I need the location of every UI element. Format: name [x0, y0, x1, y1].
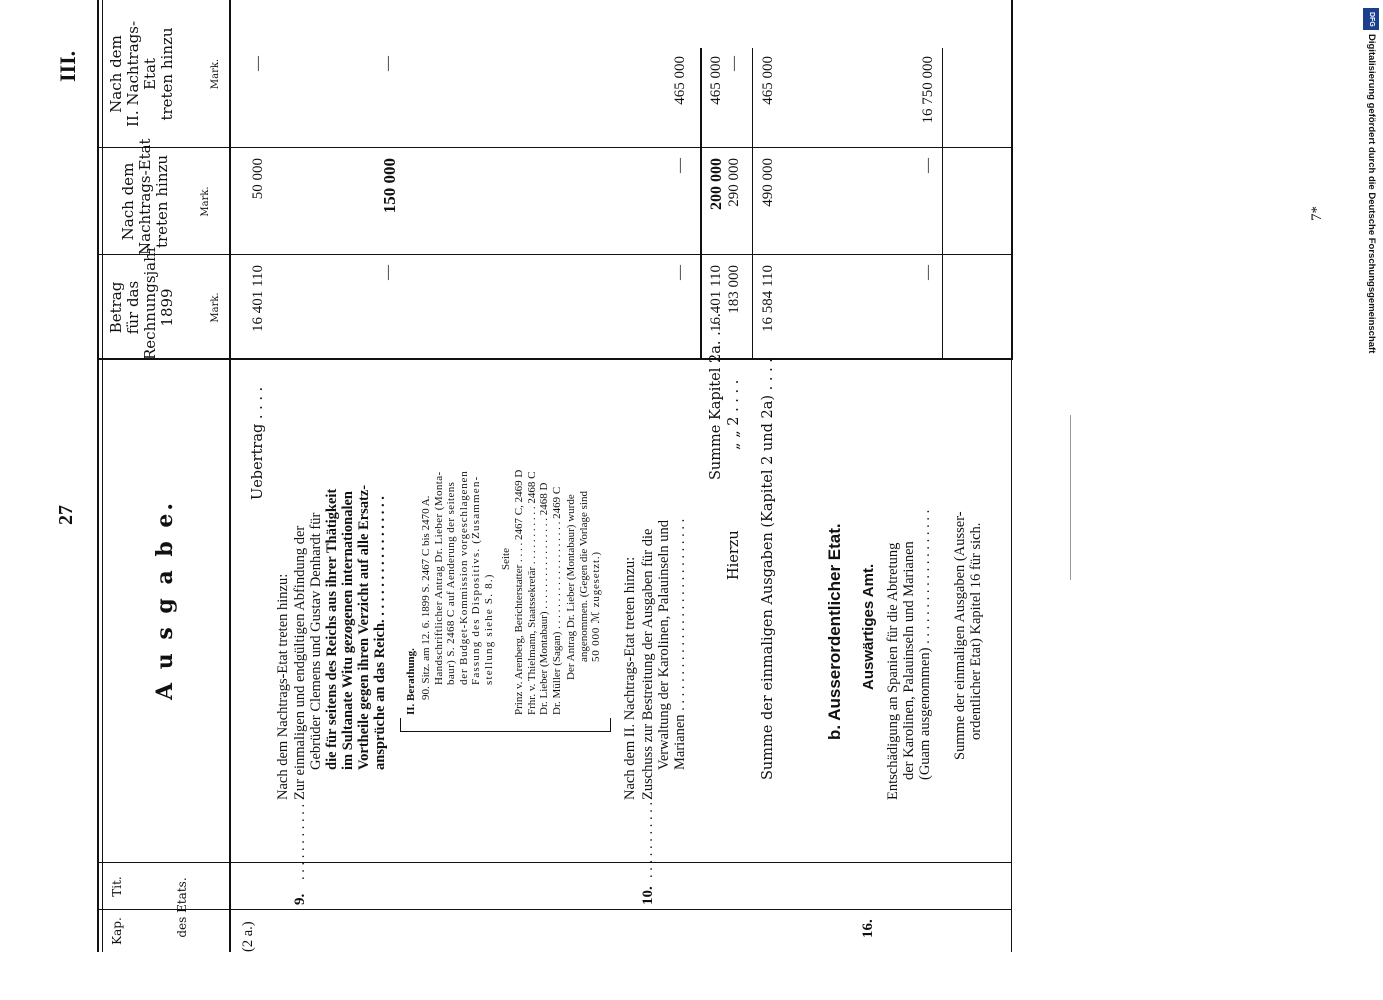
speaker-row: Frhr. v. Thielmann, Staatssekretär . . . . . . . . . . . 2468 C — [525, 471, 538, 715]
col-sep-nachtrag — [97, 147, 1013, 148]
hierzu-nachtrag2: — — [726, 56, 742, 71]
entschaedigung-nachtrag: — — [920, 158, 936, 173]
hierzu-label: Hierzu — [726, 530, 742, 580]
hierzu-nachtrag: 290 000 — [726, 158, 742, 207]
col-sep-betrag — [97, 254, 1013, 255]
tit-9: 9. — [292, 893, 308, 905]
tit9-dots: . . . . . . . . . . . . — [292, 796, 308, 880]
tit9-nachtrag2: — — [380, 56, 396, 71]
hierzu-betrag: 183 000 — [726, 265, 742, 314]
speaker-list — [513, 470, 563, 715]
hdr-betrag: Betrag für das Rechnungsjahr 1899 — [107, 245, 176, 360]
speaker-row: Dr. Lieber (Montabaur) . . . . . . . . . . . . . . . . . 2468 D — [538, 482, 550, 715]
section-mark: III. — [55, 50, 80, 82]
subtotal-rule — [700, 48, 702, 360]
kap-2a: (2 a.) — [240, 921, 256, 952]
hdr-tit: Tit. — [110, 876, 124, 897]
dfg-logo: DFG — [1363, 8, 1379, 30]
entschaedigung-betrag: — — [920, 265, 936, 280]
summe-ausser-text: Summe der einmaligen Ausgaben (Ausser- ordentlicher Etat) Kapitel 16 für sich. — [952, 511, 984, 760]
hdr-nachtrag: Nach dem Nachtrags-Etat treten hinzu — [119, 138, 171, 255]
auswaertiges-heading: Auswärtiges Amt. — [860, 563, 877, 690]
hdr-nachtrag2: Nach dem II. Nachtrags- Etat treten hinzu — [107, 20, 176, 128]
uebertrag-label: Uebertrag . . . . — [250, 386, 266, 500]
ausserordentlich-heading: b. Ausserordentlicher Etat. — [825, 523, 844, 740]
tit10-betrag: — — [672, 265, 688, 280]
summe-kap2a-label: Summe Kapitel 2a. . . . — [708, 312, 724, 480]
digitization-text: Digitalisierung gefördert durch die Deutsche Forschungsgemeinschaft — [1366, 34, 1377, 354]
entschaedigung-text: Entschädigung an Spanien für die Abtretung der Karolinen, Palauinseln und Marianen (Guam ausgenommen) . . . . . . . . . . . . . . . . . . . — [885, 509, 933, 800]
uebertrag-nachtrag: 50 000 — [250, 158, 266, 200]
speaker-row: Dr. Müller (Sagan) . . . . . . . . . . . . . . . . . . . . 2469 C — [550, 486, 563, 715]
tit10-dots: . . . . . . . . . . . — [640, 801, 656, 878]
summe-kap2a-betrag: 16 401 110 — [708, 265, 724, 332]
summe-einmalig-betrag: 16 584 110 — [760, 265, 776, 332]
summe-einmalig-label: Summe der einmaligen Ausgaben (Kapitel 2 und 2a) . . . . — [760, 358, 776, 780]
tit9-betrag: — — [380, 265, 396, 280]
tit9-text: Zur einmaligen und endgültigen Abfindung der Gebrüder Clemens und Gustav Denhardt für die für seitens des Reichs aus ihrer Thätigkeit im Sultanate Witu gezogenen internationalen Vortheile gegen ihren Verzicht auf alle Ersatz- ansprüche an das Reich. . . . . . . . . . . . . . . . . . — [292, 484, 388, 800]
tit10-nachtrag2: 465 000 — [672, 56, 688, 105]
entschaedigung-nachtrag2: 16 750 000 — [920, 56, 936, 124]
col-sep-tit — [97, 862, 1011, 863]
tit9-nachtrag: 150 000 — [380, 158, 399, 214]
table-top-rule — [97, 0, 99, 952]
unit-betrag: Mark. — [210, 292, 221, 323]
summe-kap2a-nachtrag: 200 000 — [708, 158, 725, 210]
hdr-des-etats: des Etats. — [175, 877, 189, 938]
tit10-text: Zuschuss zur Bestreitung der Ausgaben für die Verwaltung der Karolinen, Palauinseln und Marianen . . . . . . . . . . . . . . . . . . . . . . . . . . . — [640, 518, 688, 800]
footer-mark: 7* — [1309, 206, 1325, 221]
unit-nachtrag: Mark. — [200, 186, 211, 217]
beratung-seite: Seite — [500, 548, 512, 570]
summe-kap2a-nachtrag2: 465 000 — [708, 56, 724, 105]
summe-einmalig-nachtrag: 490 000 — [760, 158, 776, 207]
kap-16: 16. — [860, 919, 876, 938]
summe-einmalig-nachtrag2: 465 000 — [760, 56, 776, 105]
hdr-main-title: A u s g a b e. — [152, 499, 178, 700]
header-bottom-rule — [229, 0, 231, 952]
tit10-nachtrag: — — [672, 158, 688, 173]
col-sep-kap — [97, 909, 1011, 910]
hierzu-rest: „ „ 2 . . . . — [726, 379, 742, 450]
tit-10: 10. — [640, 886, 656, 905]
beratung-text: 90. Sitz. am 12. 6. 1899 S. 2467 C bis 2470 A. Handschriftlicher Antrag Dr. Lieber (Monta- baur) S. 2468 C auf Aenderung der seitens der Budget-Kommission vorgeschlagenen Fassung des Dispositivs. (Zusammen- stellung siehe S. 8.) — [420, 470, 495, 700]
beratung-title: II. Berathung. — [405, 648, 417, 715]
uebertrag-nachtrag2: — — [250, 56, 266, 71]
intro-nachtrag2: Nach dem II. Nachtrags-Etat treten hinzu: — [622, 556, 638, 800]
col-sep-text — [97, 358, 1013, 360]
unit-nachtrag2: Mark. — [210, 58, 221, 90]
speaker-row: Prinz v. Arenberg, Berichterstatter . . . . 2467 C, 2469 D — [513, 469, 525, 715]
page-number: 27 — [55, 505, 77, 525]
uebertrag-betrag: 16 401 110 — [250, 265, 266, 332]
hdr-kap: Kap. — [110, 917, 124, 945]
intro-nachtrag: Nach dem Nachtrags-Etat treten hinzu: — [275, 573, 291, 800]
antrag-text: Der Antrag Dr. Lieber (Montabaur) wurde angenommen. (Gegen die Vorlage sind 50 000 ℳ zugesetzt.) — [565, 491, 602, 680]
beratung-box-left — [400, 731, 610, 732]
